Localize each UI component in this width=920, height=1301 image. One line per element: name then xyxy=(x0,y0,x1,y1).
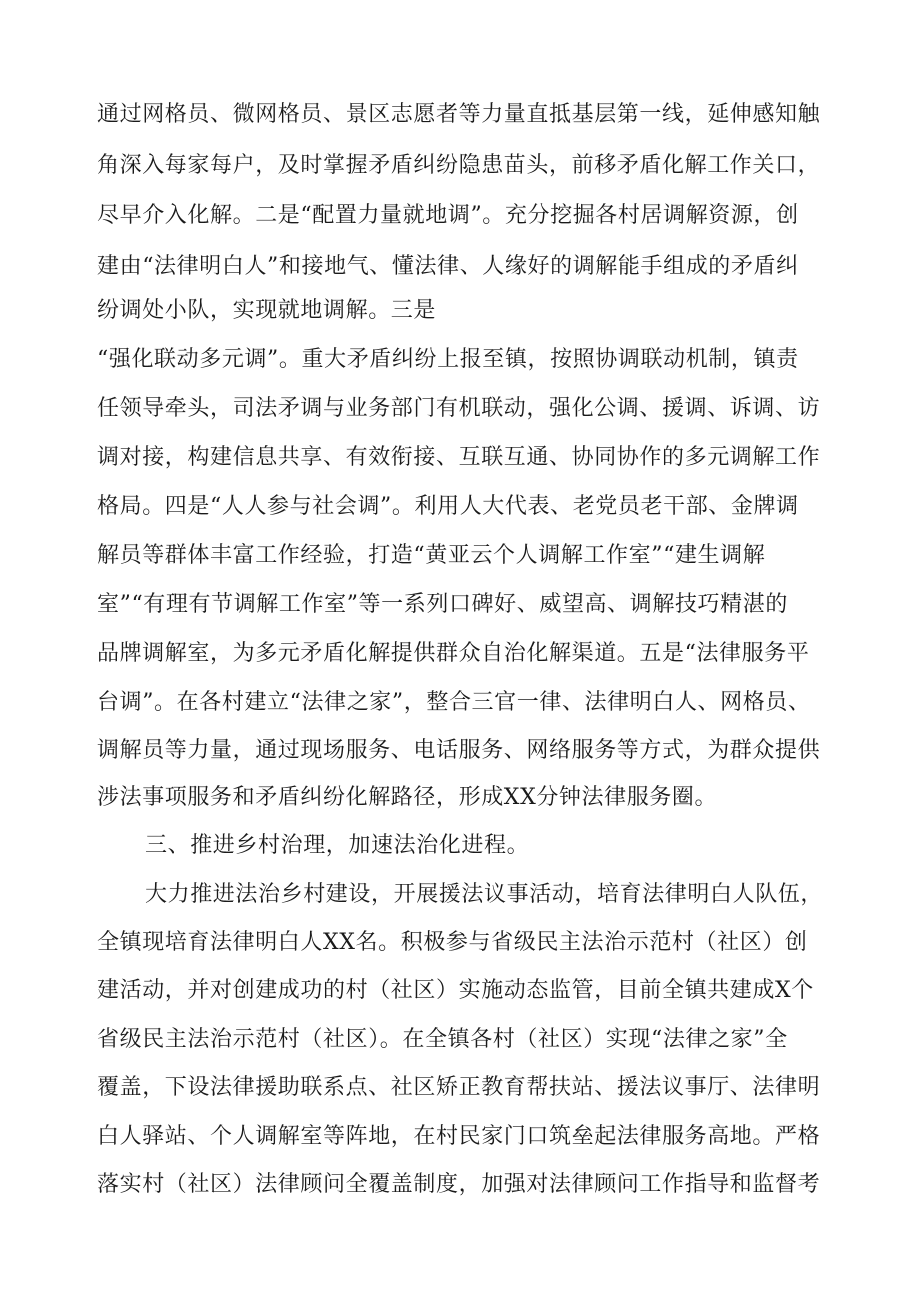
text-line: 省级民主法治示范村（社区）。在全镇各村（社区）实现“法律之家”全 xyxy=(97,1027,788,1052)
text-line: 落实村（社区）法律顾问全覆盖制度，加强对法律顾问工作指导和监督考 xyxy=(97,1172,821,1197)
text-line: 尽早介入化解。二是“配置力量就地调”。充分挖掘各村居调解资源，创 xyxy=(97,203,799,228)
text-line: 涉法事项服务和矛盾纠纷化解路径，形成XX分钟法律服务圈。 xyxy=(97,785,718,810)
text-line: 调解员等力量，通过现场服务、电话服务、网络服务等方式，为群众提供 xyxy=(97,738,821,763)
text-line: 调对接，构建信息共享、有效衔接、互联互通、协同协作的多元调解工作 xyxy=(97,445,821,470)
text-line: 建活动，并对创建成功的村（社区）实施动态监管，目前全镇共建成X个 xyxy=(97,978,814,1003)
text-line: 品牌调解室，为多元矛盾化解提供群众自治化解渠道。五是“法律服务平 xyxy=(97,641,810,666)
text-line: 角深入每家每户，及时掌握矛盾纠纷隐患苗头，前移矛盾化解工作关口， xyxy=(97,153,821,178)
text-line: 格局。四是“人人参与社会调”。利用人大代表、老党员老干部、金牌调 xyxy=(97,494,799,519)
text-line: “强化联动多元调”。重大矛盾纠纷上报至镇，按照协调联动机制，镇责 xyxy=(97,347,799,372)
text-line: 通过网格员、微网格员、景区志愿者等力量直抵基层第一线，延伸感知触 xyxy=(97,102,821,127)
text-line: 覆盖，下设法律援助联系点、社区矫正教育帮扶站、援法议事厅、法律明 xyxy=(97,1075,821,1100)
text-line: 白人驿站、个人调解室等阵地，在村民家门口筑垒起法律服务高地。严格 xyxy=(97,1124,821,1149)
text-line: 任领导牵头，司法矛调与业务部门有机联动，强化公调、援调、诉调、访 xyxy=(97,396,821,421)
text-line: 大力推进法治乡村建设，开展援法议事活动，培育法律明白人队伍， xyxy=(145,882,824,907)
text-line: 室”“有理有节调解工作室”等一系列口碑好、威望高、调解技巧精湛的 xyxy=(97,592,788,617)
text-line: 建由“法律明白人”和接地气、懂法律、人缘好的调解能手组成的矛盾纠 xyxy=(97,254,799,279)
text-line: 台调”。在各村建立“法律之家”，整合三官一律、法律明白人、网格员、 xyxy=(97,690,811,715)
text-line: 解员等群体丰富工作经验，打造“黄亚云个人调解工作室”“建生调解 xyxy=(97,543,766,568)
text-line: 全镇现培育法律明白人XX名。积极参与省级民主法治示范村（社区）创 xyxy=(97,930,808,955)
text-line: 纷调处小队，实现就地调解。三是 xyxy=(97,298,437,323)
section-heading: 三、推进乡村治理，加速法治化进程。 xyxy=(145,833,530,858)
